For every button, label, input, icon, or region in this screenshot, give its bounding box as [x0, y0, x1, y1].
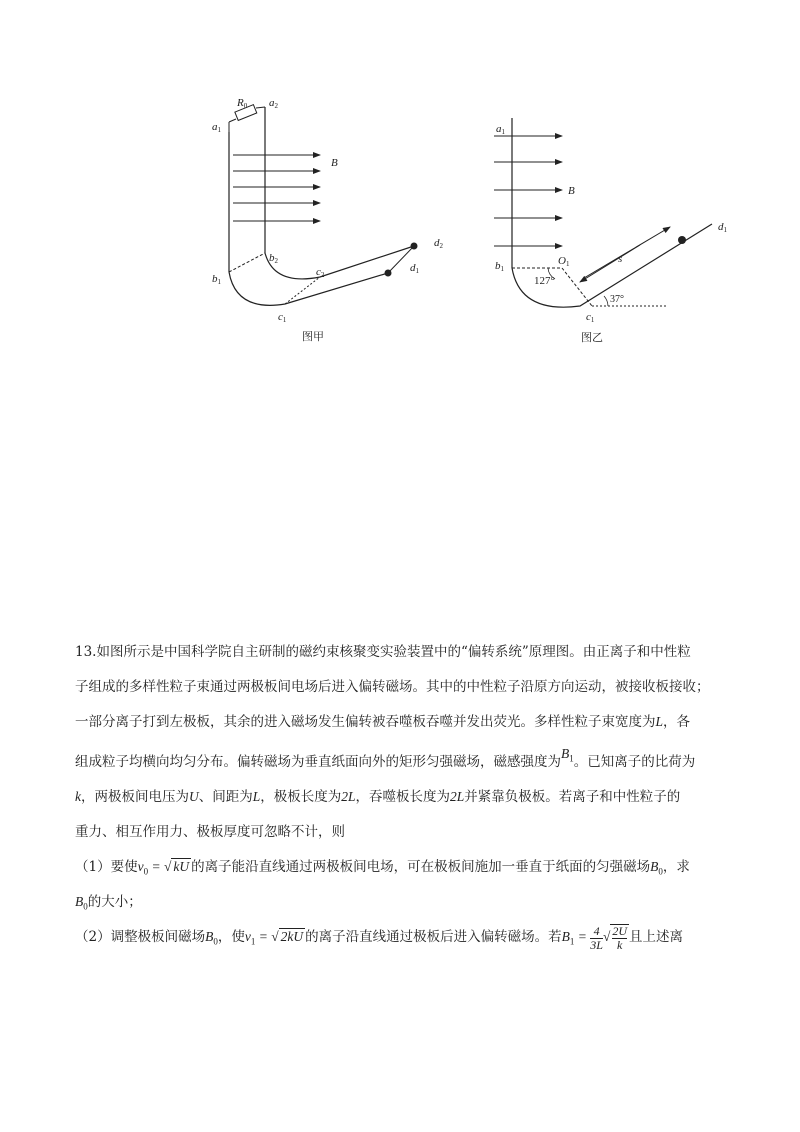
problem-line-5: k，两极板间电压为U、间距为L，极板长度为2L，吞噬板长度为2L并紧靠负极板。若离子和中性粒子的 — [75, 789, 681, 805]
dash-b1-b2 — [229, 253, 265, 272]
label-o1: O1 — [558, 255, 570, 268]
outer-curve-jia — [229, 272, 388, 305]
question-1-line-2: $B_0$的大小； — [75, 894, 142, 912]
label-a2: a2 — [269, 97, 278, 110]
figures-svg — [0, 0, 800, 360]
label-37: 37° — [610, 294, 624, 305]
question-1: （1）要使$v_0$ = √ kU 的离子能沿直线通过两极板间电场，可在极板间施加一垂直于纸面的匀强磁场$B_0$，求 — [75, 859, 690, 877]
label-b2: b2 — [269, 252, 278, 265]
label-d1-yi: d1 — [718, 221, 727, 234]
label-b-field-yi: B — [568, 185, 575, 197]
ball-d1-yi — [678, 236, 686, 244]
dash-c1-c2 — [285, 277, 320, 304]
label-b1-jia: b1 — [212, 273, 221, 286]
problem-line-3: 一部分离子打到左极板，其余的进入磁场发生偏转被吞噬板吞噬并发出荧光。多样性粒子束宽度为L，各 — [75, 714, 691, 730]
field-arrows-yi — [494, 136, 562, 246]
label-127: 127° — [534, 275, 555, 287]
problem-line-2: 子组成的多样性粒子束通过两极板间电场后进入偏转磁场。其中的中性粒子沿原方向运动，被接收板接收； — [75, 679, 710, 695]
figure-area — [0, 0, 800, 360]
label-b1-yi: b1 — [495, 260, 504, 273]
b1-formula: $B_1$ = $\frac{4}{3L}$ √ $\frac{2U}{k}$ — [561, 923, 628, 952]
label-c1-yi: c1 — [586, 311, 595, 324]
figure-yi — [494, 118, 728, 344]
label-d1-jia: d1 — [410, 262, 419, 275]
label-c2: c2 — [316, 266, 325, 279]
b1-symbol: $B_1$ — [561, 746, 574, 764]
label-c1-jia: c1 — [278, 311, 287, 324]
label-a1-jia: a1 — [212, 121, 221, 134]
label-a1-yi: a1 — [496, 123, 505, 136]
field-arrows-jia — [233, 155, 320, 221]
v1-formula: $v_1$ = √ 2kU — [244, 929, 304, 947]
arc-37 — [604, 296, 608, 306]
caption-jia: 图甲 — [302, 330, 324, 343]
caption-yi: 图乙 — [581, 331, 603, 344]
question-2: （2）调整极板间磁场$B_0$，使$v_1$ = √ 2kU 的离子沿直线通过极板后进入偏转磁场。若$B_1$ = $\frac{4}{3L}$ √ $\frac{2U}{k}$ 且上述离 — [75, 923, 684, 952]
problem-line-4: 组成粒子均横向均匀分布。偏转磁场为垂直纸面向外的矩形匀强磁场，磁感强度为$B_1$。已知离子的比荷为 — [75, 746, 696, 770]
inner-curve-jia — [265, 246, 414, 279]
ball-d2-jia — [411, 243, 418, 250]
ball-d1-jia — [385, 270, 392, 277]
dash-o1-c1 — [562, 268, 592, 306]
problem-line-1: 13.如图所示是中国科学院自主研制的磁约束核聚变实验装置中的“偏转系统”原理图。由正离子和中性粒 — [75, 644, 691, 660]
figure-jia — [212, 97, 444, 343]
label-b-field-jia: B — [331, 157, 338, 169]
label-r0: R0 — [237, 97, 248, 110]
arrow-s-down — [580, 245, 640, 282]
label-d2: d2 — [434, 237, 443, 250]
label-s: s — [618, 253, 623, 265]
v0-formula: $v_0$ = √ kU — [137, 859, 190, 877]
problem-line-6: 重力、相互作用力、极板厚度可忽略不计，则 — [75, 824, 345, 840]
